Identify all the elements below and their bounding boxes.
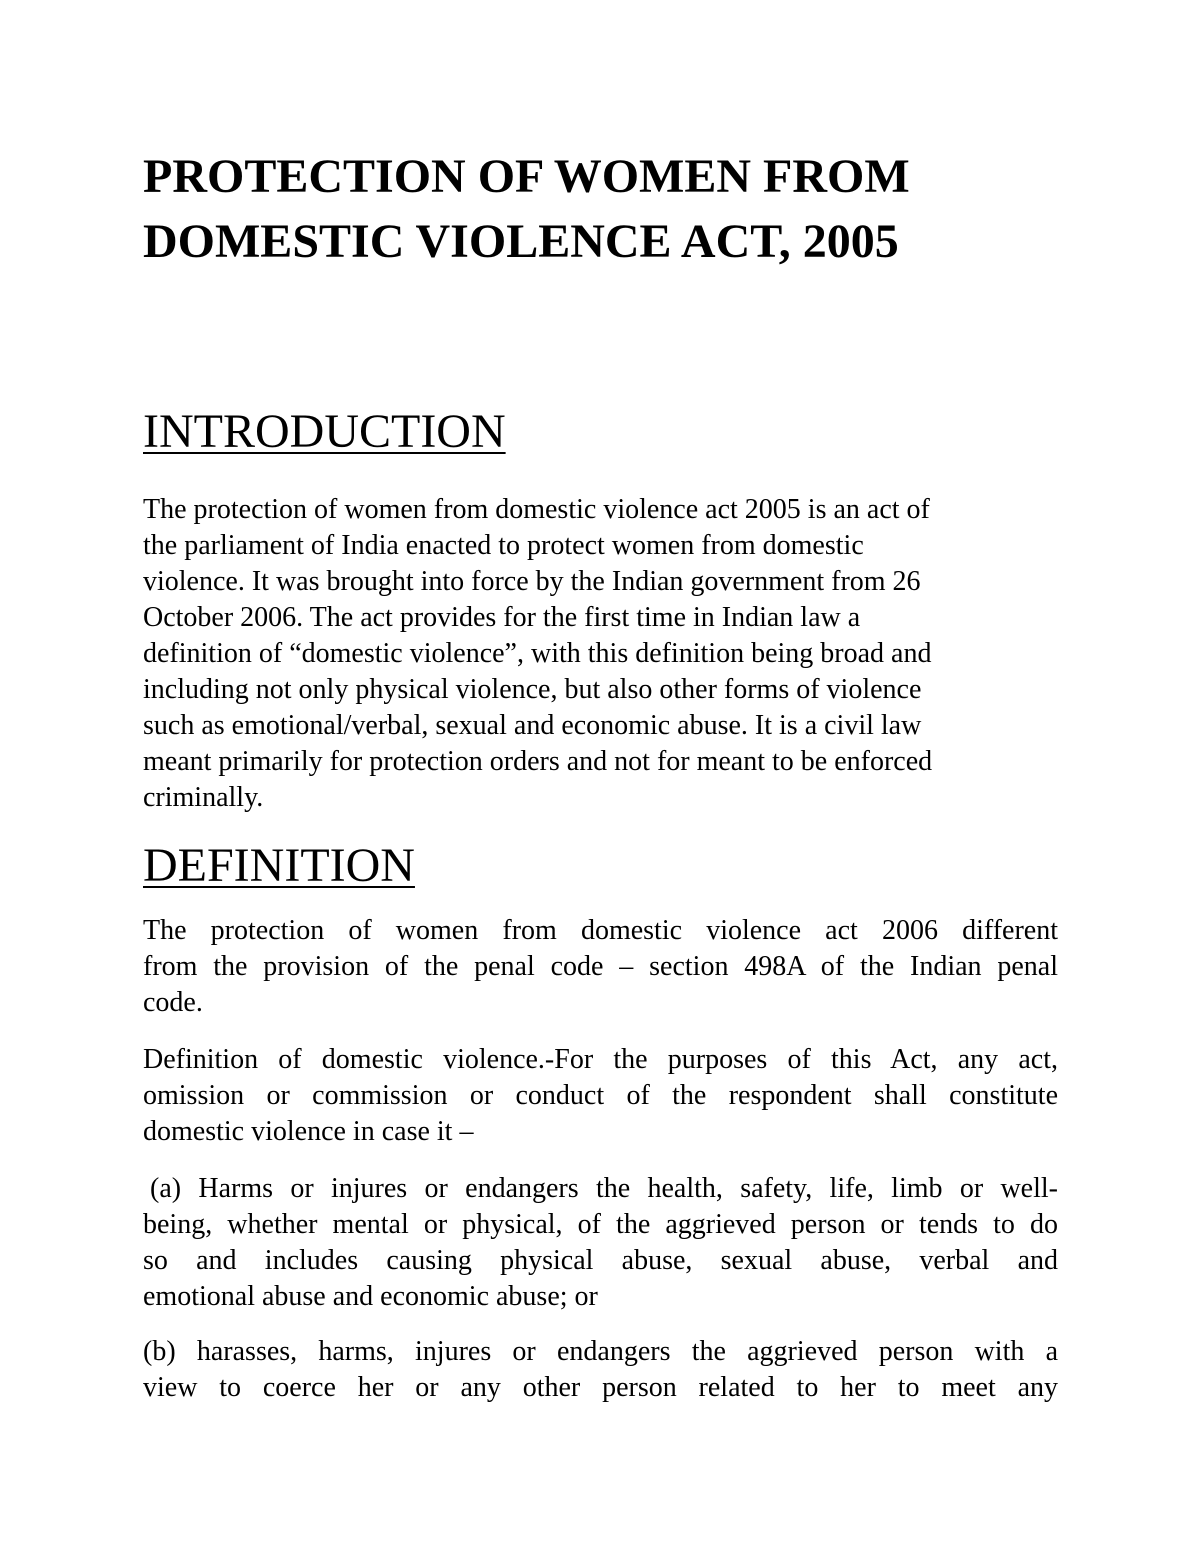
paragraph-line: October 2006. The act provides for the first time in Indian law a <box>143 602 861 633</box>
paragraph-line: from the provision of the penal code – section 498A of the Indian penal <box>143 951 1058 982</box>
introduction-paragraph <box>143 492 1058 816</box>
paragraph-line: omission or commission or conduct of the respondent shall constitute <box>143 1080 1058 1111</box>
title-line-2: DOMESTIC VIOLENCE ACT, 2005 <box>143 215 899 268</box>
paragraph-line: so and includes causing physical abuse, sexual abuse, verbal and <box>143 1245 1058 1276</box>
paragraph-line: The protection of women from domestic violence act 2006 different <box>143 915 1058 946</box>
paragraph-line: criminally. <box>143 782 264 813</box>
clause-a-paragraph <box>143 1171 1058 1315</box>
paragraph-line: code. <box>143 987 203 1018</box>
definition-paragraph-1 <box>143 913 1058 1021</box>
paragraph-line: violence. It was brought into force by the Indian government from 26 <box>143 566 921 597</box>
document-title <box>143 144 1058 274</box>
paragraph-line: such as emotional/verbal, sexual and economic abuse. It is a civil law <box>143 710 922 741</box>
title-line-1: PROTECTION OF WOMEN FROM <box>143 150 910 203</box>
definition-paragraph-2 <box>143 1042 1058 1150</box>
clause-b-paragraph <box>143 1334 1058 1406</box>
paragraph-line: emotional abuse and economic abuse; or <box>143 1281 598 1312</box>
paragraph-line: being, whether mental or physical, of the aggrieved person or tends to do <box>143 1209 1058 1240</box>
definition-heading: DEFINITION <box>143 839 415 892</box>
paragraph-line: meant primarily for protection orders and not for meant to be enforced <box>143 746 933 777</box>
paragraph-line: definition of “domestic violence”, with this definition being broad and <box>143 638 932 669</box>
paragraph-line: including not only physical violence, but also other forms of violence <box>143 674 922 705</box>
paragraph-line: (a) Harms or injures or endangers the health, safety, life, limb or well- <box>150 1173 1058 1204</box>
paragraph-line: domestic violence in case it – <box>143 1116 474 1147</box>
paragraph-line: Definition of domestic violence.-For the purposes of this Act, any act, <box>143 1044 1058 1075</box>
paragraph-line: the parliament of India enacted to protect women from domestic <box>143 530 864 561</box>
paragraph-line: (b) harasses, harms, injures or endangers the aggrieved person with a <box>143 1336 1058 1367</box>
paragraph-line: view to coerce her or any other person related to her to meet any <box>143 1372 1058 1403</box>
paragraph-line: The protection of women from domestic violence act 2005 is an act of <box>143 494 930 525</box>
introduction-heading: INTRODUCTION <box>143 405 506 458</box>
